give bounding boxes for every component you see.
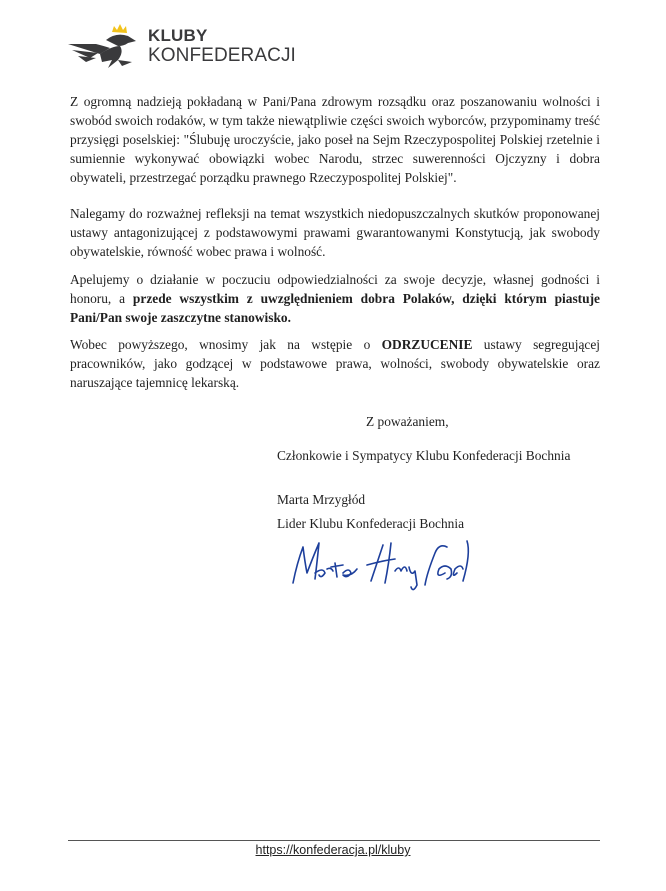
paragraph-reflection xyxy=(70,204,600,261)
footer-divider xyxy=(68,840,600,841)
paragraph-rejection xyxy=(70,335,600,392)
signatory-name: Marta Mrzygłód xyxy=(277,492,366,507)
paragraph-appeal-text: Apelujemy o działanie w poczuciu odpowiedzialności za swoje decyzje, własnej godności i honoru, a xyxy=(70,272,600,306)
paragraph-appeal xyxy=(70,270,600,327)
signatory-role: Lider Klubu Konfederacji Bochnia xyxy=(277,516,465,531)
paragraph-appeal-bold: przede wszystkim z uwzględnieniem dobra Polaków, dzięki którym piastuje Pani/Pan swoje zaszczytne stanowisko. xyxy=(70,291,600,325)
closing-greeting: Z poważaniem, xyxy=(366,414,449,429)
paragraph-rejection-text-end: ustawy segregującej pracowników, jako godzącej w podstawowe prawa, wolności, swobody obywatelskie oraz naruszające tajemnicę lekarską. xyxy=(70,337,601,390)
eagle-crown-icon xyxy=(66,22,146,72)
logo-title-line2: KONFEDERACJI xyxy=(148,45,296,66)
paragraph-rejection-text-start: Wobec powyższego, wnosimy jak na wstępie o xyxy=(70,337,382,352)
footer-website-link[interactable]: https://konfederacja.pl/kluby xyxy=(255,843,411,857)
paragraph-reflection-text: Nalegamy do rozważnej refleksji na temat wszystkich niedopuszczalnych skutków proponowanej ustawy antagonizującej z podstawowymi prawami gwarantowanymi Konstytucją, jak swobody obywatelskie, równość wobec prawa i wolność. xyxy=(70,206,600,259)
paragraph-oath xyxy=(70,92,600,187)
paragraph-rejection-bold: ODRZUCENIE xyxy=(381,337,473,352)
paragraph-oath-text: Z ogromną nadzieją pokładaną w Pani/Pana zdrowym rozsądku oraz poszanowaniu wolności i swobód swoich rodaków, w tym także niewątpliwie części swoich wyborców, przypominamy treść przysięgi poselskiej: "Ślubuję uroczyście, jako poseł na Sejm Rzeczypospolitej Polskiej rzetelnie i sumiennie wykonywać obowiązki wobec Narodu, strzec suwerenności Ojczyzny i dobra obywateli, przestrzegać porządku prawnego Rzeczypospolitej Polskiej". xyxy=(70,94,600,185)
kluby-konfederacji-logo xyxy=(66,22,296,72)
handwritten-signature xyxy=(285,533,515,593)
closing-members: Członkowie i Sympatycy Klubu Konfederacji Bochnia xyxy=(277,448,571,463)
logo-title-line1: KLUBY xyxy=(148,26,208,45)
